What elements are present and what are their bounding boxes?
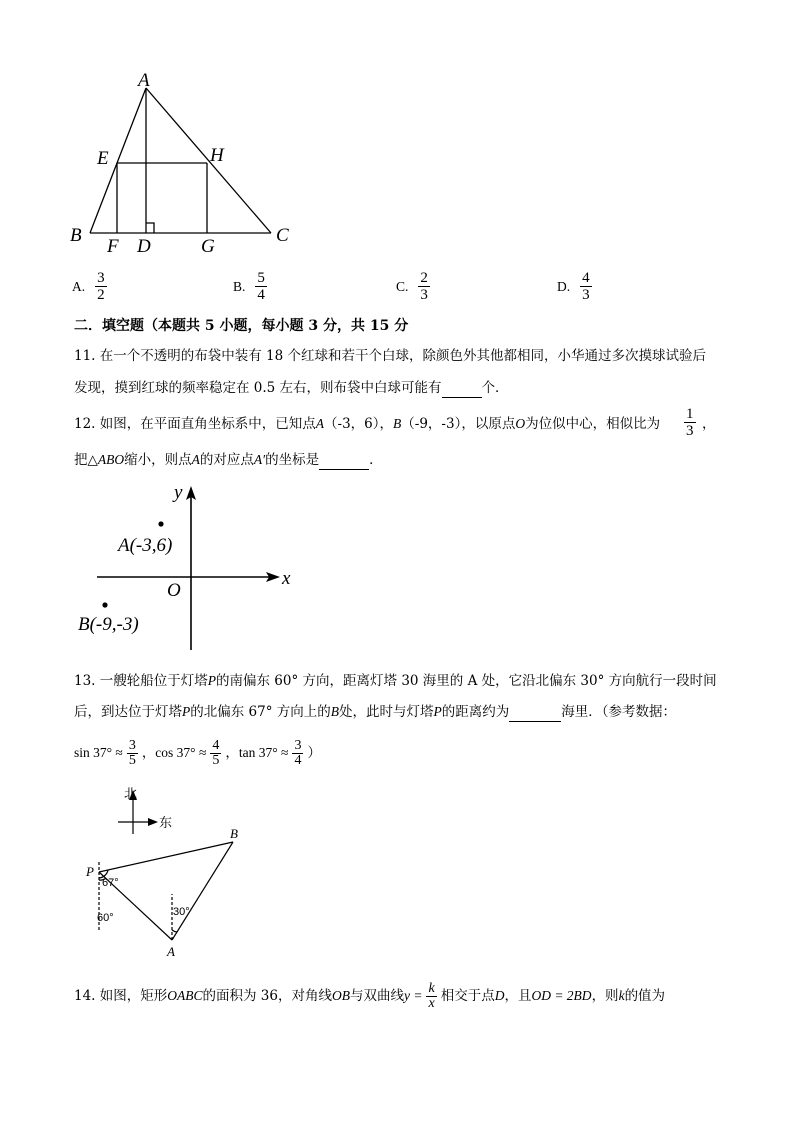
fraction: $\frac{3}{2}$ <box>97 270 105 303</box>
fraction: $\frac{5}{4}$ <box>257 270 265 303</box>
hyperbola-fraction: $\frac{k}{x}$ <box>428 980 435 1011</box>
compass-east-arrow <box>148 818 158 826</box>
question-13-line2: 后，到达位于灯塔P的北偏东 67° 方向上的B处，此时与灯塔P的距离约为 海里．（参考数据： <box>74 704 677 720</box>
coordinate-figure <box>70 478 310 656</box>
answer-blank[interactable] <box>509 707 561 722</box>
label-d: D <box>137 236 151 257</box>
line-ab <box>172 842 233 940</box>
question-12-line1: 12. 如图，在平面直角坐标系中，已知点A（-3，6），B（-9，-3），以原点O为位似中心，相似比为 <box>74 416 661 432</box>
point-b-label: B(-9,-3) <box>78 614 139 635</box>
section-heading: 二．填空题（本题共 5 小题，每小题 3 分，共 15 分 <box>74 318 409 334</box>
question-11-line2: 发现，摸到红球的频率稳定在 0.5 左右，则布袋中白球可能有 个． <box>74 380 509 396</box>
choice-c[interactable]: C. $\frac{2}{3}$ <box>396 270 428 303</box>
y-axis-label: y <box>174 482 183 503</box>
label-c: C <box>276 225 289 246</box>
question-14-line1: 14. 如图，矩形 OABC 的面积为 36，对角线 OB 与双曲线 y = $\frac{k}{x}$ 相交于点 D ，且 OD = 2BD ，则 k 的值为 <box>74 980 666 1011</box>
fraction: $\frac{2}{3}$ <box>420 270 428 303</box>
question-11-line1: 11. 在一个不透明的布袋中装有 18 个红球和若干个白球，除颜色外其他都相同，小华通过多次摸球试验后 <box>74 348 707 364</box>
east-label: 东 <box>159 816 173 831</box>
question-13-reference-data: sin 37° ≈ $\frac{3}{5}$ ，cos 37° ≈ $\frac{4}{5}$ ，tan 37° ≈ $\frac{3}{4}$ ） <box>74 737 321 768</box>
fraction: $\frac{3}{5}$ <box>128 737 136 768</box>
x-axis-label: x <box>282 568 291 589</box>
side-ac <box>146 88 271 233</box>
angle-67-label: 67° <box>102 877 119 889</box>
label-g: G <box>201 236 215 257</box>
origin-label: O <box>167 580 181 601</box>
angle-arc-30 <box>172 930 177 932</box>
right-angle-mark <box>146 223 154 233</box>
label-a: A <box>138 70 150 91</box>
choice-a[interactable]: A. $\frac{3}{2}$ <box>72 270 105 303</box>
ratio-fraction: $\frac{1}{3}$ <box>686 406 694 439</box>
point-p-label: P <box>86 864 94 879</box>
fraction: $\frac{3}{4}$ <box>294 737 302 768</box>
label-h: H <box>210 145 224 166</box>
label-f: F <box>107 236 119 257</box>
answer-blank[interactable] <box>442 383 482 398</box>
question-12-line2: 把△ABO缩小，则点A的对应点A′的坐标是 ． <box>74 452 383 468</box>
angle-60-label: 60° <box>97 912 114 924</box>
label-e: E <box>97 148 109 169</box>
point-a-label: A <box>167 944 175 959</box>
point-b-label: B <box>230 826 238 841</box>
fraction: $\frac{4}{5}$ <box>212 737 220 768</box>
navigation-figure <box>80 782 270 962</box>
question-13-line1: 13. 一艘轮船位于灯塔P的南偏东 60° 方向，距离灯塔 30 海里的 A 处，它沿北偏东 30° 方向航行一段时间 <box>74 673 717 689</box>
point-a-label: A(-3,6) <box>118 535 173 556</box>
choice-d[interactable]: D. $\frac{4}{3}$ <box>557 270 590 303</box>
angle-30-label: 30° <box>173 906 190 918</box>
answer-blank[interactable] <box>319 455 369 470</box>
triangle-figure <box>60 70 310 265</box>
north-label: 北 <box>124 787 138 802</box>
point-b-dot <box>102 602 107 607</box>
choice-b[interactable]: B. $\frac{5}{4}$ <box>233 270 265 303</box>
label-b: B <box>70 225 82 246</box>
fraction: $\frac{4}{3}$ <box>582 270 590 303</box>
question-12-comma: ， <box>702 416 716 432</box>
line-pb <box>99 842 233 872</box>
point-a-dot <box>158 521 163 526</box>
